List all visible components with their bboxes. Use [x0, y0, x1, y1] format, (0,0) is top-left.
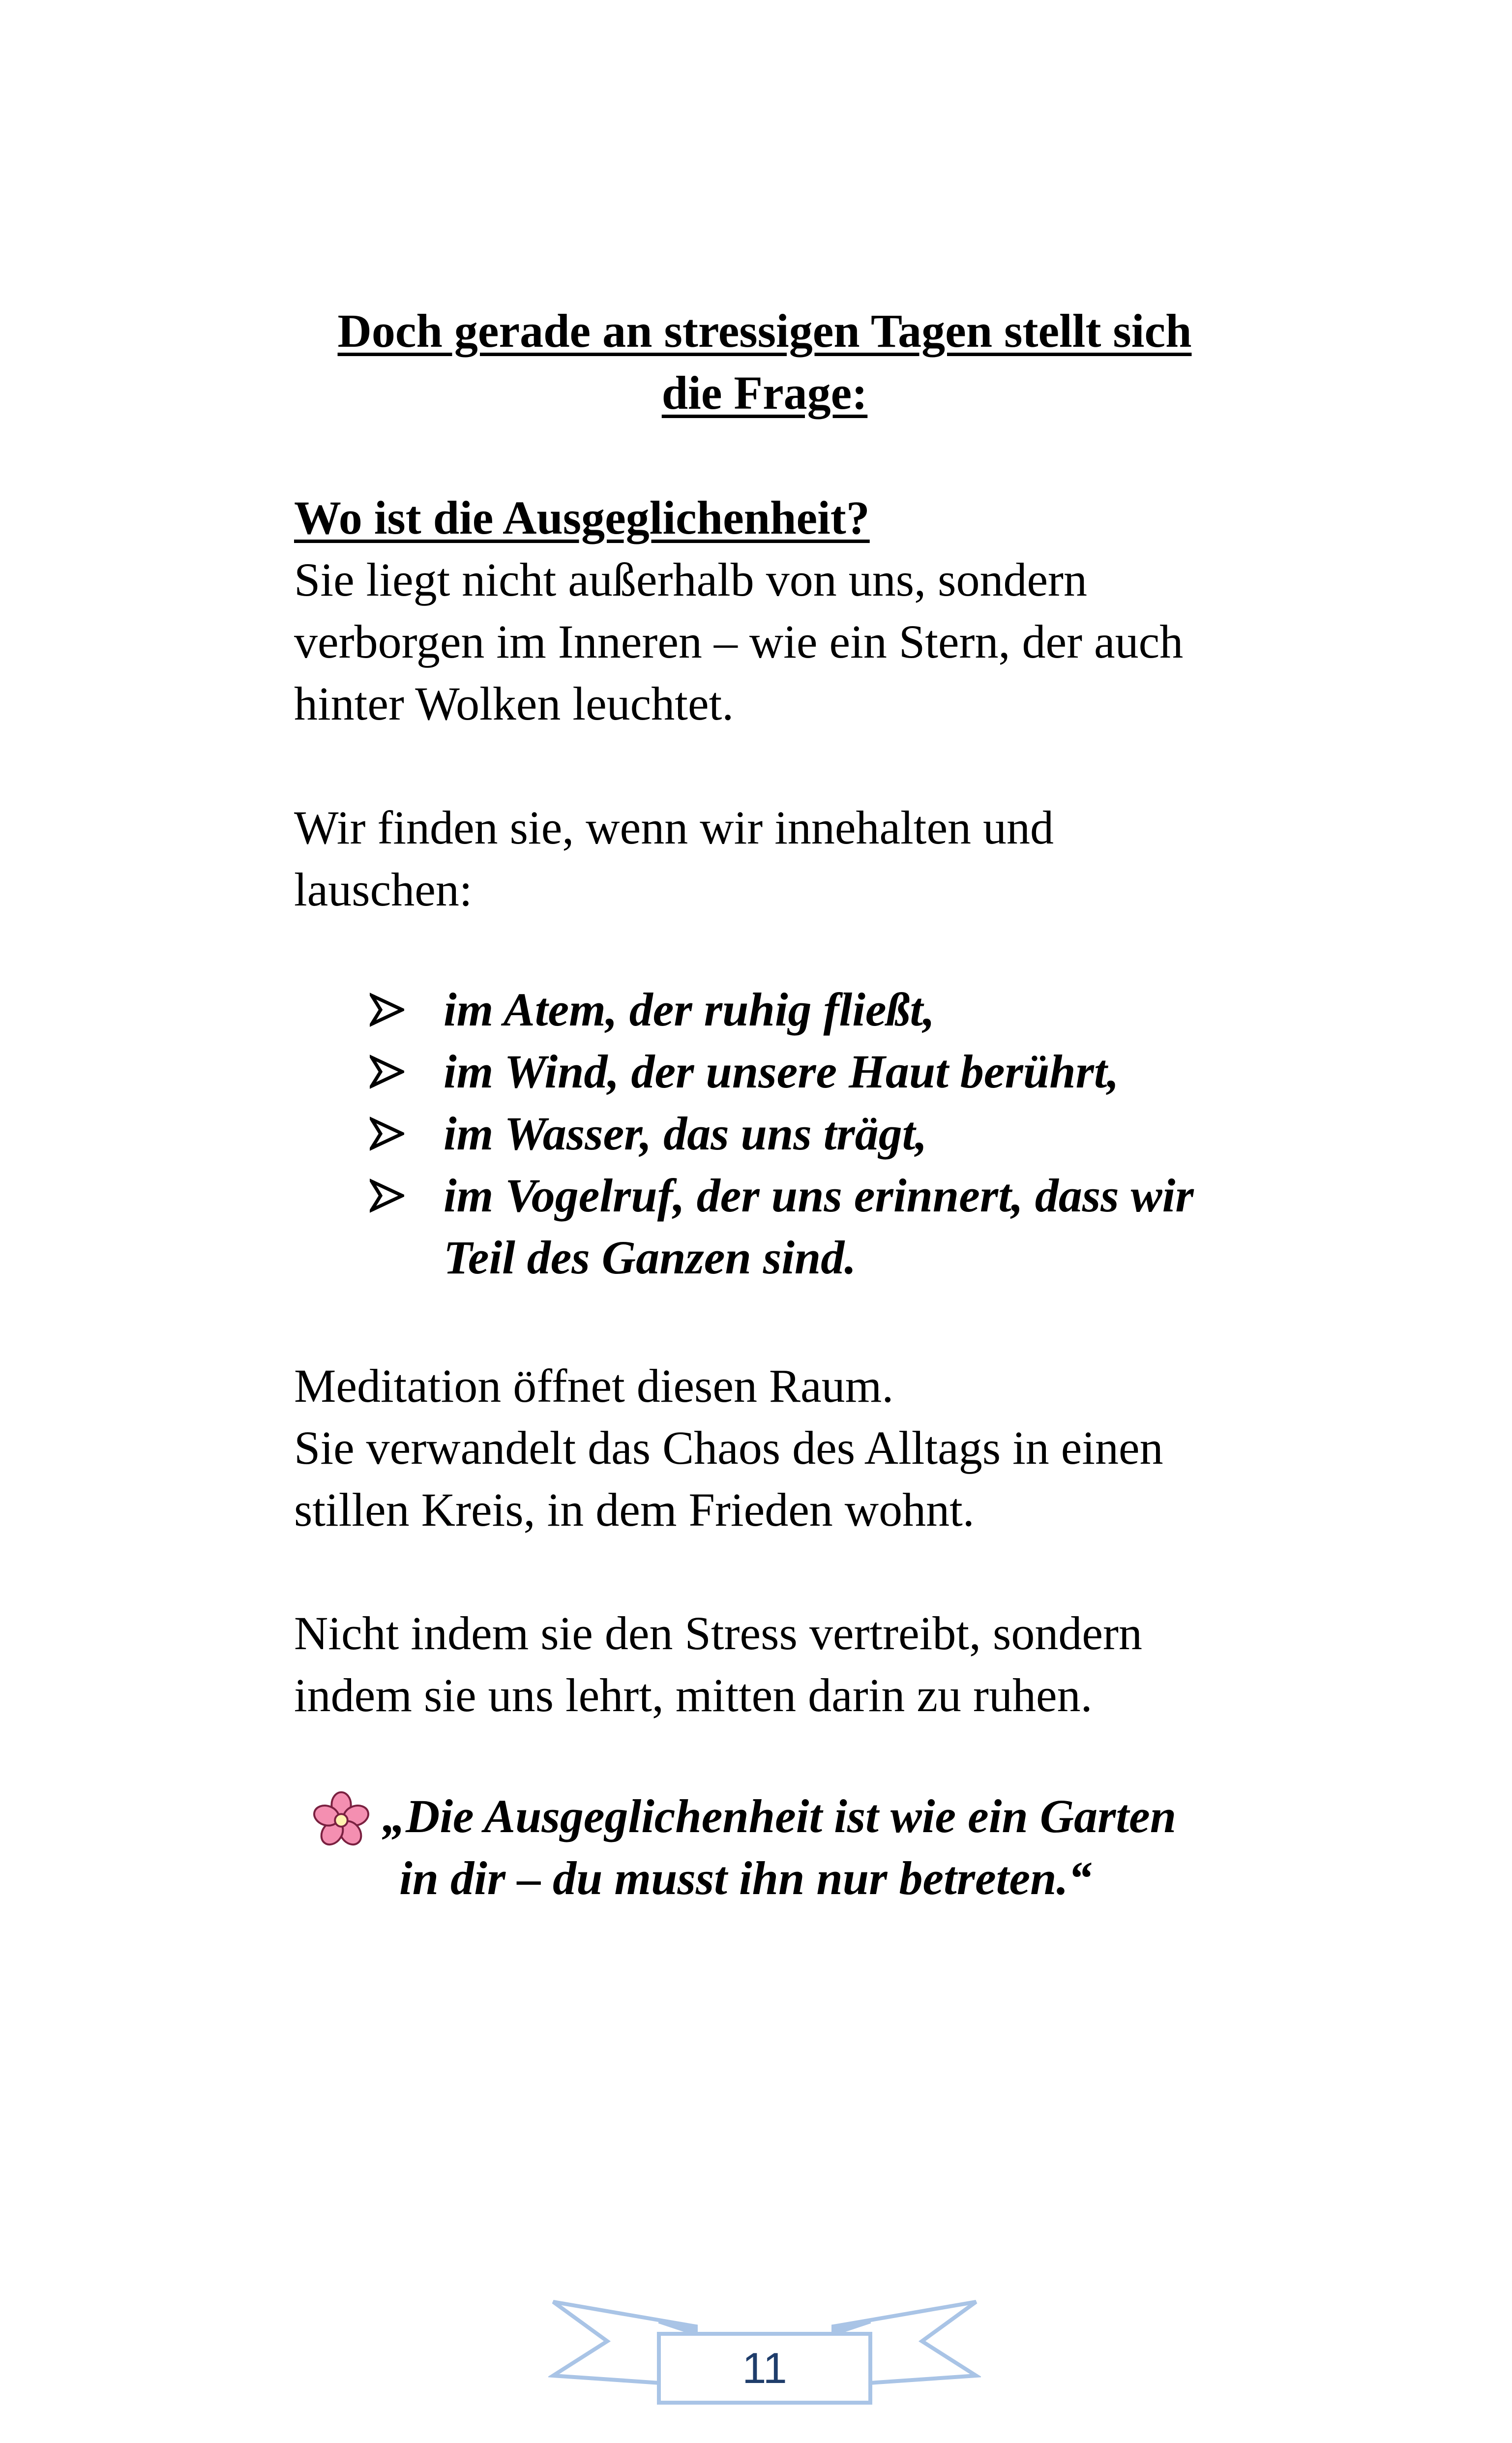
paragraph-line: Meditation öffnet diesen Raum. [294, 1359, 894, 1412]
bullet-text: im Wasser, das uns trägt, [444, 1107, 927, 1160]
list-item [370, 979, 1284, 1041]
paragraph-line: indem sie uns lehrt, mitten darin zu ruhen. [294, 1669, 1093, 1721]
section-ausgeglichenheit [294, 487, 1277, 735]
section-meditation [294, 1355, 1277, 1541]
list-item [370, 1041, 1284, 1103]
bullet-text: Teil des Ganzen sind. [444, 1231, 857, 1284]
paragraph-line: verborgen im Inneren – wie ein Stern, der auch [294, 615, 1184, 668]
page-heading [275, 300, 1254, 424]
quote-line-1: „Die Ausgeglichenheit ist wie ein Garten [382, 1790, 1177, 1842]
section-stress [294, 1602, 1277, 1726]
bullet-list [370, 979, 1284, 1289]
flower-icon [312, 1791, 370, 1849]
paragraph-line: Sie liegt nicht außerhalb von uns, sondern [294, 553, 1088, 606]
paragraph-line: Wir finden sie, wenn wir innehalten und [294, 801, 1054, 854]
arrow-bullet-icon [370, 1116, 404, 1151]
bullet-text: im Vogelruf, der uns erinnert, dass wir [444, 1169, 1194, 1222]
heading-line-1: Doch gerade an stressigen Tagen stellt sich [337, 304, 1192, 357]
section-finden [294, 797, 1277, 921]
paragraph-line: stillen Kreis, in dem Frieden wohnt. [294, 1483, 975, 1536]
paragraph-line: hinter Wolken leuchtet. [294, 677, 734, 730]
heading-line-2: die Frage: [661, 366, 868, 419]
arrow-bullet-icon [370, 993, 404, 1027]
quote-line-2: in dir – du musst ihn nur betreten.“ [399, 1852, 1092, 1904]
section-subheading: Wo ist die Ausgeglichenheit? [294, 491, 870, 544]
bullet-text: im Atem, der ruhig fließt, [444, 983, 935, 1036]
paragraph-line: lauschen: [294, 863, 473, 916]
arrow-bullet-icon [370, 1178, 404, 1213]
list-item [370, 1165, 1284, 1289]
bullet-text: im Wind, der unsere Haut berührt, [444, 1045, 1119, 1098]
paragraph-line: Sie verwandelt das Chaos des Alltags in einen [294, 1421, 1163, 1474]
arrow-bullet-icon [370, 1055, 404, 1089]
list-item [370, 1103, 1284, 1165]
paragraph-line: Nicht indem sie den Stress vertreibt, sondern [294, 1607, 1142, 1659]
page-number: 11 [742, 2344, 787, 2392]
